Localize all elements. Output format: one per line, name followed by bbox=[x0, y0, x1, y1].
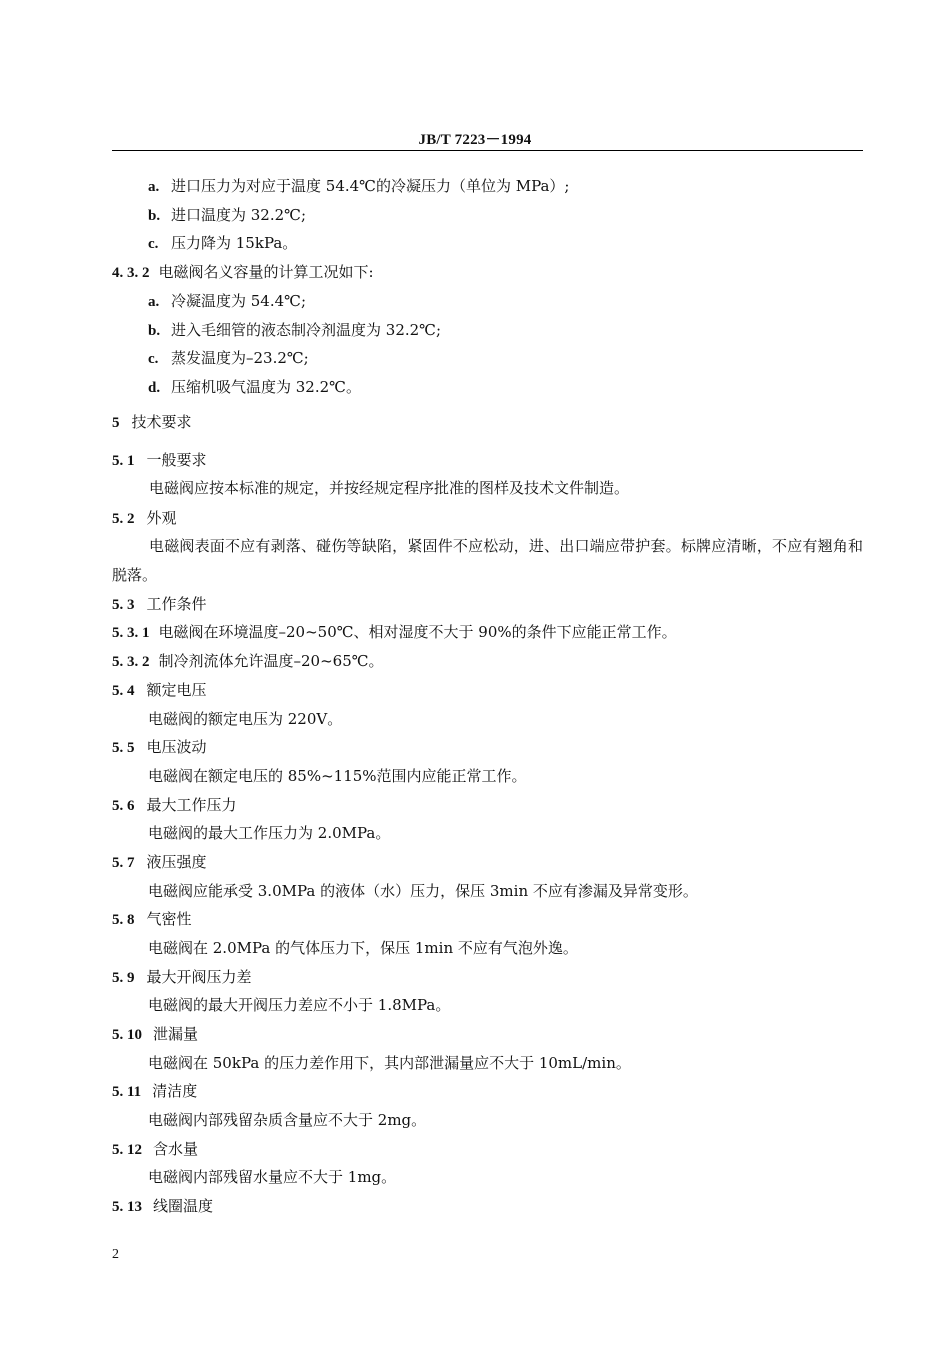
section-heading: 5. 1 一般要求 bbox=[112, 451, 207, 469]
paragraph: 电磁阀内部残留杂质含量应不大于 2mg。 bbox=[148, 1111, 427, 1129]
header-rule bbox=[112, 150, 863, 151]
paragraph: 电磁阀的额定电压为 220V。 bbox=[148, 710, 343, 728]
section-heading: 5. 13 线圈温度 bbox=[112, 1197, 214, 1215]
paragraph: 电磁阀的最大开阀压力差应不小于 1.8MPa。 bbox=[148, 996, 451, 1014]
paragraph: 电磁阀内部残留水量应不大于 1mg。 bbox=[148, 1168, 397, 1186]
section-heading: 5. 2 外观 bbox=[112, 509, 177, 527]
section-heading: 5. 3. 1 电磁阀在环境温度–20~50℃、相对湿度不大于 90%的条件下应能正常工作。 bbox=[112, 623, 677, 641]
list-item: a. 进口压力为对应于温度 54.4℃的冷凝压力（单位为 MPa）; bbox=[148, 177, 570, 195]
section-heading: 5. 5 电压波动 bbox=[112, 738, 207, 756]
list-item: b. 进入毛细管的液态制冷剂温度为 32.2℃; bbox=[148, 321, 442, 339]
list-item: a. 冷凝温度为 54.4℃; bbox=[148, 292, 307, 310]
paragraph: 电磁阀应能承受 3.0MPa 的液体（水）压力，保压 3min 不应有渗漏及异常变形。 bbox=[148, 882, 698, 900]
paragraph: 电磁阀表面不应有剥落、碰伤等缺陷，紧固件不应松动，进、出口端应带护套。标牌应清晰，不应有翘角和脱落。 bbox=[112, 537, 863, 584]
paragraph: 电磁阀的最大工作压力为 2.0MPa。 bbox=[148, 824, 391, 842]
section-heading: 5. 8 气密性 bbox=[112, 910, 192, 928]
page-number: 2 bbox=[112, 1247, 119, 1262]
section-heading: 5. 7 液压强度 bbox=[112, 853, 207, 871]
chapter-heading: 5 技术要求 bbox=[112, 413, 192, 431]
list-item: c. 蒸发温度为–23.2℃; bbox=[148, 349, 309, 367]
paragraph: 电磁阀在 2.0MPa 的气体压力下，保压 1min 不应有气泡外逸。 bbox=[148, 939, 578, 957]
section-heading: 5. 12 含水量 bbox=[112, 1140, 199, 1158]
section-heading: 5. 11 清洁度 bbox=[112, 1082, 198, 1100]
list-item: c. 压力降为 15kPa。 bbox=[148, 234, 298, 252]
paragraph: 电磁阀在 50kPa 的压力差作用下，其内部泄漏量应不大于 10mL/min。 bbox=[148, 1054, 631, 1072]
list-item: d. 压缩机吸气温度为 32.2℃。 bbox=[148, 378, 361, 396]
standard-header: JB/T 7223－1994 bbox=[418, 132, 532, 148]
section-heading: 5. 10 泄漏量 bbox=[112, 1025, 199, 1043]
section-heading: 5. 9 最大开阀压力差 bbox=[112, 968, 252, 986]
section-heading: 5. 6 最大工作压力 bbox=[112, 796, 237, 814]
list-item: b. 进口温度为 32.2℃; bbox=[148, 206, 307, 224]
paragraph: 电磁阀在额定电压的 85%~115%范围内应能正常工作。 bbox=[148, 767, 527, 785]
section-heading: 5. 4 额定电压 bbox=[112, 681, 207, 699]
section-heading: 5. 3 工作条件 bbox=[112, 595, 207, 613]
section-heading: 5. 3. 2 制冷剂流体允许温度–20~65℃。 bbox=[112, 652, 384, 670]
paragraph: 电磁阀应按本标准的规定，并按经规定程序批准的图样及技术文件制造。 bbox=[149, 479, 630, 497]
section-heading: 4. 3. 2 电磁阀名义容量的计算工况如下: bbox=[112, 263, 374, 281]
